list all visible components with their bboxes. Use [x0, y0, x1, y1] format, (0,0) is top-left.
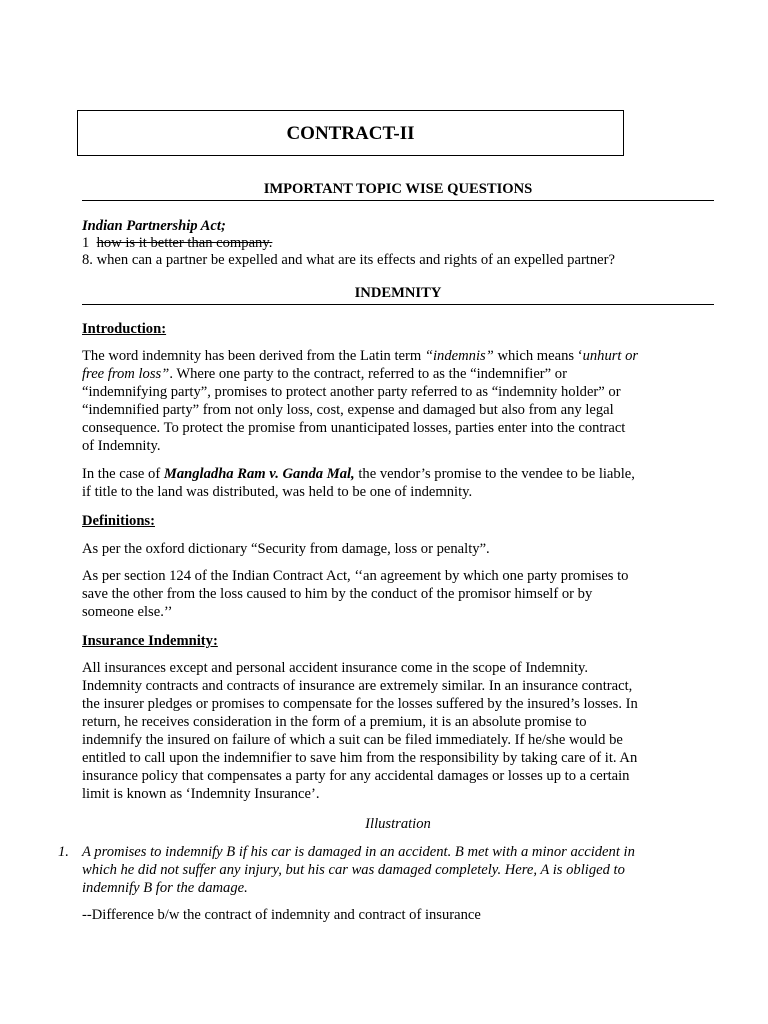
definition-section-124 [82, 567, 682, 621]
intro-line-1 [82, 347, 682, 365]
partnership-heading: Indian Partnership Act; [82, 218, 226, 234]
insurance-line: return, he receives consideration in the form of a premium, it is an absolute promise to [82, 714, 587, 730]
insurance-paragraph [82, 659, 682, 803]
insurance-line: insurance policy that compensates a party for any accidental damages or losses up to a certain [82, 768, 630, 784]
insurance-line: indemnify the insured on failure of which a suit can be filed immediately. If he/she would be [82, 732, 623, 748]
intro-line-3: “indemnifying party”, promises to protect another party referred to as “indemnity holder” or [82, 384, 621, 400]
intro-text: which means ‘ [493, 348, 583, 364]
latin-term: “indemnis” [424, 348, 494, 364]
question-1-text: how is it better than company. [96, 235, 273, 251]
insurance-heading: Insurance Indemnity: [82, 633, 218, 649]
page-title: CONTRACT-II [286, 123, 415, 144]
definition-line-1: As per section 124 of the Indian Contract Act, ‘‘an agreement by which one party promises to [82, 568, 629, 584]
intro-line-5: consequence. To protect the promise from unanticipated losses, parties enter into the contract [82, 420, 626, 436]
question-1-number: 1 [82, 235, 90, 251]
question-1 [82, 234, 272, 252]
definitions-heading: Definitions: [82, 513, 155, 529]
question-8: 8. when can a partner be expelled and what are its effects and rights of an expelled partner? [82, 252, 615, 268]
definition-line-3: someone else.’’ [82, 604, 173, 620]
title-box [77, 110, 624, 156]
case-text: the vendor’s promise to the vendee to be liable, [354, 466, 635, 482]
meaning-text: unhurt or [582, 348, 639, 364]
intro-text: . Where one party to the contract, referred to as the “indemnifier” or [169, 366, 567, 382]
section-heading-indemnity: INDEMNITY [82, 284, 714, 305]
case-name: Mangladha Ram v. Ganda Mal, [163, 466, 355, 482]
illustration-line: A promises to indemnify B if his car is damaged in an accident. B met with a minor accident in [82, 844, 635, 860]
intro-line-6: of Indemnity. [82, 438, 161, 454]
case-line-2: if title to the land was distributed, was held to be one of indemnity. [82, 484, 473, 500]
case-line-1 [82, 465, 682, 483]
illustration-heading: Illustration [365, 816, 431, 832]
illustration-text [82, 843, 682, 897]
intro-text: The word indemnity has been derived from the Latin term [82, 348, 425, 364]
case-text: In the case of [82, 466, 164, 482]
introduction-paragraph-1 [82, 347, 682, 455]
insurance-line: Indemnity contracts and contracts of insurance are extremely similar. In an insurance contract, [82, 678, 633, 694]
insurance-line: the insurer pledges or promises to compensate for the losses suffered by the insured’s losses. In [82, 696, 638, 712]
introduction-heading: Introduction: [82, 321, 167, 337]
intro-line-2 [82, 365, 682, 383]
definition-oxford: As per the oxford dictionary “Security from damage, loss or penalty”. [82, 541, 490, 557]
illustration-number: 1. [58, 844, 69, 860]
definition-line-2: save the other from the loss caused to him by the conduct of the promisor himself or by [82, 586, 593, 602]
illustration-line: indemnify B for the damage. [82, 880, 248, 896]
illustration-line: which he did not suffer any injury, but his car was damaged completely. Here, A is obliged to [82, 862, 625, 878]
meaning-text: free from loss” [82, 366, 170, 382]
difference-question: --Difference b/w the contract of indemnity and contract of insurance [82, 907, 481, 923]
insurance-line: entitled to call upon the indemnifier to save him from the responsibility by taking care of it. An [82, 750, 638, 766]
introduction-paragraph-2 [82, 465, 682, 501]
insurance-line: All insurances except and personal accident insurance come in the scope of Indemnity. [82, 660, 588, 676]
insurance-line: limit is known as ‘Indemnity Insurance’. [82, 786, 320, 802]
subtitle-heading: IMPORTANT TOPIC WISE QUESTIONS [82, 180, 714, 201]
intro-line-4: “indemnified party” from not only loss, cost, expense and damaged but also from any legal [82, 402, 614, 418]
